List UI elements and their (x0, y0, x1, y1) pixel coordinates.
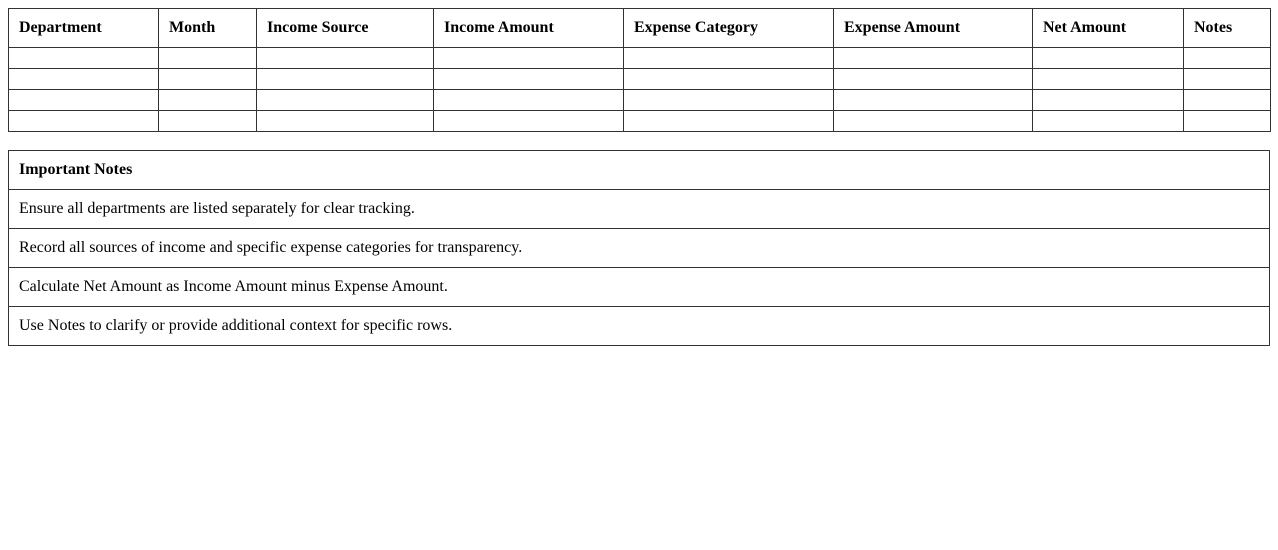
table-row (9, 90, 1271, 111)
cell-department[interactable] (9, 90, 159, 111)
cell-month[interactable] (159, 48, 257, 69)
cell-expense-category[interactable] (624, 69, 834, 90)
cell-department[interactable] (9, 48, 159, 69)
cell-net-amount[interactable] (1033, 111, 1184, 132)
cell-net-amount[interactable] (1033, 48, 1184, 69)
cell-month[interactable] (159, 69, 257, 90)
cell-department[interactable] (9, 111, 159, 132)
column-header-department: Department (9, 9, 159, 48)
column-header-notes: Notes (1184, 9, 1271, 48)
cell-income-source[interactable] (257, 90, 434, 111)
cell-expense-amount[interactable] (834, 111, 1033, 132)
cell-income-amount[interactable] (434, 48, 624, 69)
note-row (9, 190, 1270, 229)
cell-income-amount[interactable] (434, 90, 624, 111)
cell-notes[interactable] (1184, 69, 1271, 90)
cell-expense-amount[interactable] (834, 48, 1033, 69)
cell-income-source[interactable] (257, 48, 434, 69)
cell-net-amount[interactable] (1033, 90, 1184, 111)
note-row (9, 229, 1270, 268)
cell-notes[interactable] (1184, 48, 1271, 69)
header-row (9, 9, 1271, 48)
cell-department[interactable] (9, 69, 159, 90)
cell-net-amount[interactable] (1033, 69, 1184, 90)
column-header-income-source: Income Source (257, 9, 434, 48)
cell-expense-category[interactable] (624, 48, 834, 69)
cell-month[interactable] (159, 111, 257, 132)
table-row (9, 111, 1271, 132)
cell-expense-category[interactable] (624, 90, 834, 111)
note-row (9, 268, 1270, 307)
table-row (9, 69, 1271, 90)
column-header-net-amount: Net Amount (1033, 9, 1184, 48)
notes-header-row (9, 151, 1270, 190)
budget-table (8, 8, 1271, 132)
note-item: Use Notes to clarify or provide additional context for specific rows. (9, 307, 1270, 346)
important-notes-table (8, 150, 1270, 346)
cell-expense-amount[interactable] (834, 90, 1033, 111)
column-header-income-amount: Income Amount (434, 9, 624, 48)
note-item: Calculate Net Amount as Income Amount minus Expense Amount. (9, 268, 1270, 307)
cell-month[interactable] (159, 90, 257, 111)
column-header-expense-amount: Expense Amount (834, 9, 1033, 48)
notes-title: Important Notes (9, 151, 1270, 190)
column-header-expense-category: Expense Category (624, 9, 834, 48)
column-header-month: Month (159, 9, 257, 48)
cell-notes[interactable] (1184, 90, 1271, 111)
cell-income-source[interactable] (257, 111, 434, 132)
note-item: Ensure all departments are listed separately for clear tracking. (9, 190, 1270, 229)
note-row (9, 307, 1270, 346)
cell-income-source[interactable] (257, 69, 434, 90)
note-item: Record all sources of income and specific expense categories for transparency. (9, 229, 1270, 268)
cell-income-amount[interactable] (434, 69, 624, 90)
cell-notes[interactable] (1184, 111, 1271, 132)
cell-income-amount[interactable] (434, 111, 624, 132)
table-row (9, 48, 1271, 69)
cell-expense-amount[interactable] (834, 69, 1033, 90)
cell-expense-category[interactable] (624, 111, 834, 132)
